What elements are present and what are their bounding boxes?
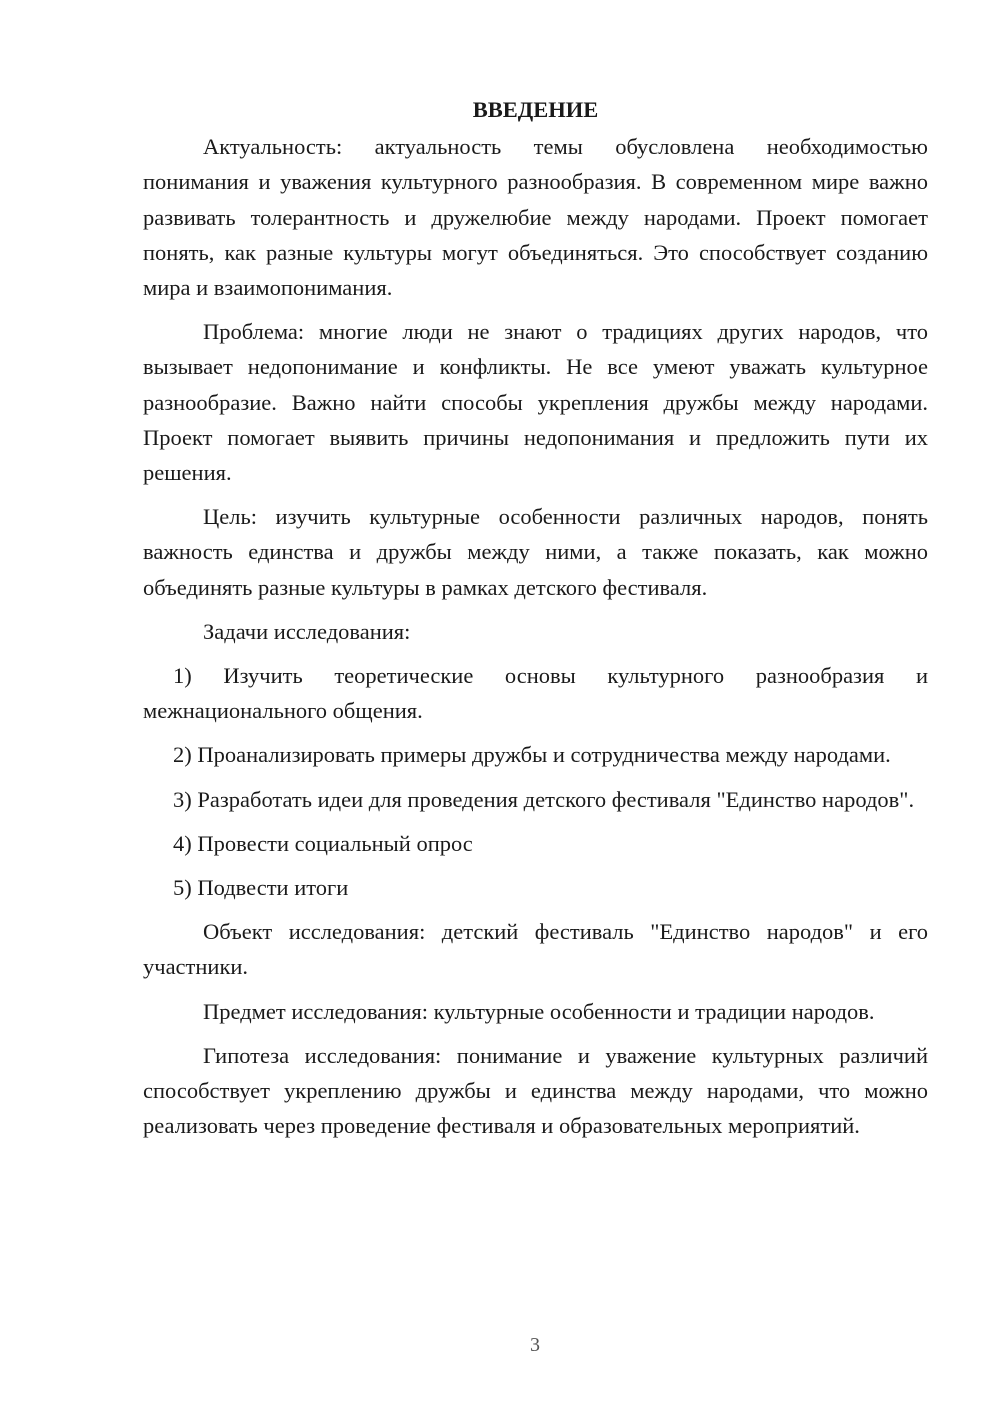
page-number: 3 [530,1334,540,1356]
list-item: 5) Подвести итоги [173,875,349,901]
paragraph-goal: Цель: изучить культурные особенности различных народов, понять важность единства и дружбы между ними, а также показать, как можно объединять разные культуры в рамках детского фестиваля. [143,504,928,600]
paragraph-hypothesis: Гипотеза исследования: понимание и уважение культурных различий способствует укреплению дружбы и единства между народами, что можно реализовать через проведение фестиваля и образовательных мероприятий. [143,1042,928,1139]
section-heading: ВВЕДЕНИЕ [472,97,599,122]
list-item: 4) Провести социальный опрос [173,830,473,856]
list-item: 1) Изучить теоретические основы культурного разнообразия и межнационального общения. [143,663,928,724]
paragraph-tasks-heading: Задачи исследования: [203,618,411,644]
paragraph-object: Объект исследования: детский фестиваль "Единство народов" и его участники. [143,919,928,980]
document-body [143,92,928,1152]
paragraph-relevance: Актуальность: актуальность темы обусловлена необходимостью понимания и уважения культурного разнообразия. В современном мире важно развивать толерантность и дружелюбие между народами. Проект помогает понять, как разные культуры могут объединяться. Это способствует созданию мира и взаимопонимания. [143,134,928,301]
list-item: 2) Проанализировать примеры дружбы и сотрудничества между народами. [173,742,891,768]
paragraph-subject: Предмет исследования: культурные особенности и традиции народов. [203,998,875,1024]
list-item: 3) Разработать идеи для проведения детского фестиваля "Единство народов". [173,786,915,812]
paragraph-problem: Проблема: многие люди не знают о традициях других народов, что вызывает недопонимание и конфликты. Не все умеют уважать культурное разнообразие. Важно найти способы укрепления дружбы между народами. Проект помогает выявить причины недопонимания и предложить пути их решения. [143,319,928,486]
